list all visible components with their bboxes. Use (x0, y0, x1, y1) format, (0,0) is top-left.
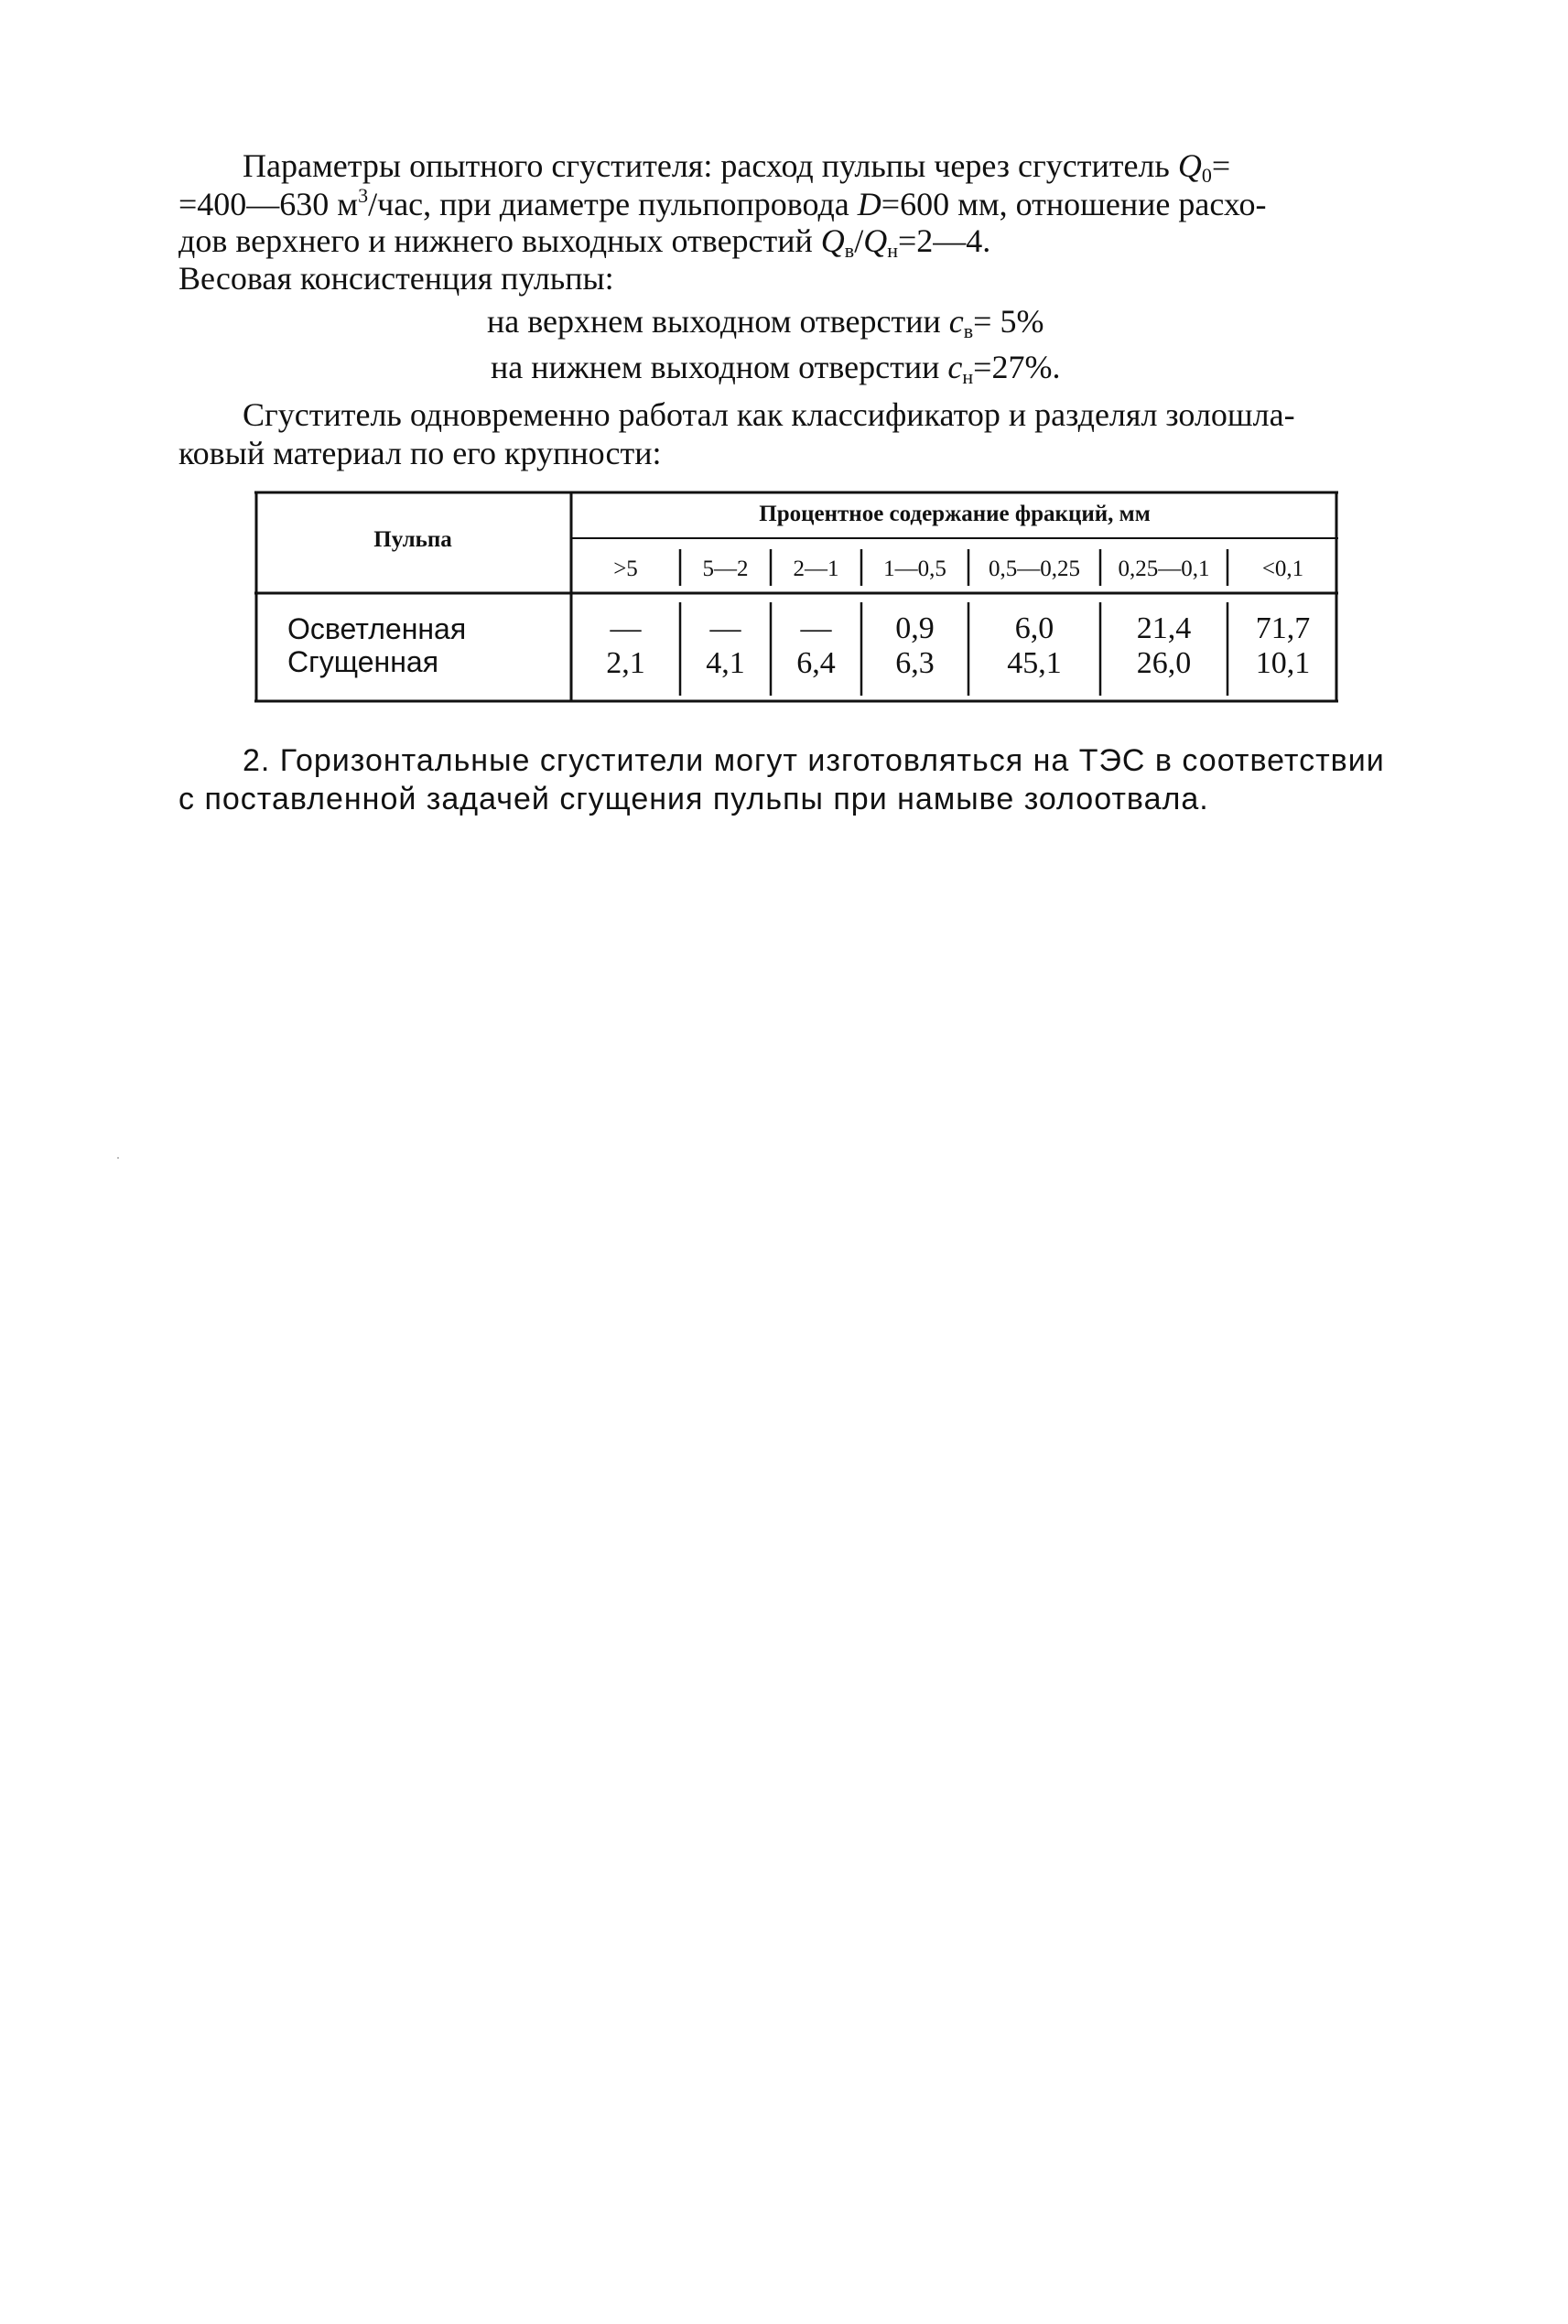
var-q: Q (1177, 147, 1202, 184)
table-col-header: 5—2 (702, 557, 749, 581)
formula-upper-outlet (487, 302, 1044, 343)
var-c: c (947, 349, 963, 385)
subscript: 0 (1201, 164, 1212, 187)
table-cell: 45,1 (1007, 646, 1062, 680)
table-col-header: 1—0,5 (883, 557, 946, 581)
var-q: Q (820, 222, 845, 259)
paragraph-1-line-3 (178, 222, 990, 263)
var-c: c (948, 303, 964, 340)
table-cell: — (800, 611, 832, 645)
text-span: =400—630 м (178, 186, 359, 222)
subscript: в (844, 239, 855, 262)
table-header-pulp: Пульпа (373, 527, 452, 552)
table-col-header: <0,1 (1261, 557, 1304, 581)
fraction-table (254, 491, 1338, 703)
paragraph-1-line-4: Весовая консистенция пульпы: (178, 260, 614, 297)
text-span: =27%. (973, 349, 1061, 385)
table-col-header: 0,5—0,25 (989, 557, 1080, 581)
table-col-header: 2—1 (793, 557, 839, 581)
subscript: в (963, 319, 974, 342)
subscript: н (887, 239, 898, 262)
table-cell: 2,1 (606, 646, 645, 680)
table-row-name: Сгущенная (287, 645, 439, 678)
table-header-group: Процентное содержание фракций, мм (759, 502, 1151, 526)
table-cell: 6,3 (895, 646, 935, 680)
text-span: / (854, 222, 864, 259)
text-span: =2—4. (897, 222, 991, 259)
paragraph-1-line-2 (178, 184, 1266, 223)
table-row-name: Осветленная (287, 612, 467, 645)
table-col-header: 0,25—0,1 (1118, 557, 1210, 581)
superscript: 3 (358, 184, 369, 207)
table-cell: 6,4 (796, 646, 836, 680)
table-cell: — (709, 611, 741, 645)
table-cell: — (610, 611, 642, 645)
text-span: = 5% (973, 303, 1044, 340)
text-span: = (1211, 147, 1231, 184)
table-cell: 6,0 (1014, 611, 1054, 645)
formula-lower-outlet (491, 348, 1060, 389)
text-span: /час, при диаметре пульпопровода (368, 186, 858, 222)
paragraph-1-line-1 (243, 146, 1230, 188)
var-d: D (857, 186, 881, 222)
text-span: дов верхнего и нижнего выходных отверстий (178, 222, 821, 259)
table-cell: 0,9 (895, 611, 935, 645)
paragraph-3-line-2: с поставленной задачей сгущения пульпы при намыве золоотвала. (178, 782, 1209, 816)
text-span: на нижнем выходном отверстии (491, 349, 948, 385)
table-cell: 71,7 (1255, 611, 1311, 645)
table-cell: 26,0 (1136, 646, 1192, 680)
text-span: на верхнем выходном отверстии (487, 303, 949, 340)
text-span: =600 мм, отношение расхо- (881, 186, 1267, 222)
scan-speck (117, 1157, 119, 1159)
table-col-header: >5 (613, 557, 638, 581)
subscript: н (962, 365, 974, 388)
paragraph-2-line-2: ковый материал по его крупности: (178, 435, 662, 471)
var-q: Q (863, 222, 888, 259)
table-cell: 10,1 (1255, 646, 1311, 680)
text-span: Параметры опытного сгустителя: расход пульпы через сгуститель (243, 147, 1178, 184)
paragraph-2-line-1: Сгуститель одновременно работал как классификатор и разделял золошла- (243, 396, 1295, 433)
paragraph-3-line-1: 2. Горизонтальные сгустители могут изготовляться на ТЭС в соответствии (243, 743, 1385, 778)
table-cell: 4,1 (706, 646, 745, 680)
table-cell: 21,4 (1136, 611, 1192, 645)
